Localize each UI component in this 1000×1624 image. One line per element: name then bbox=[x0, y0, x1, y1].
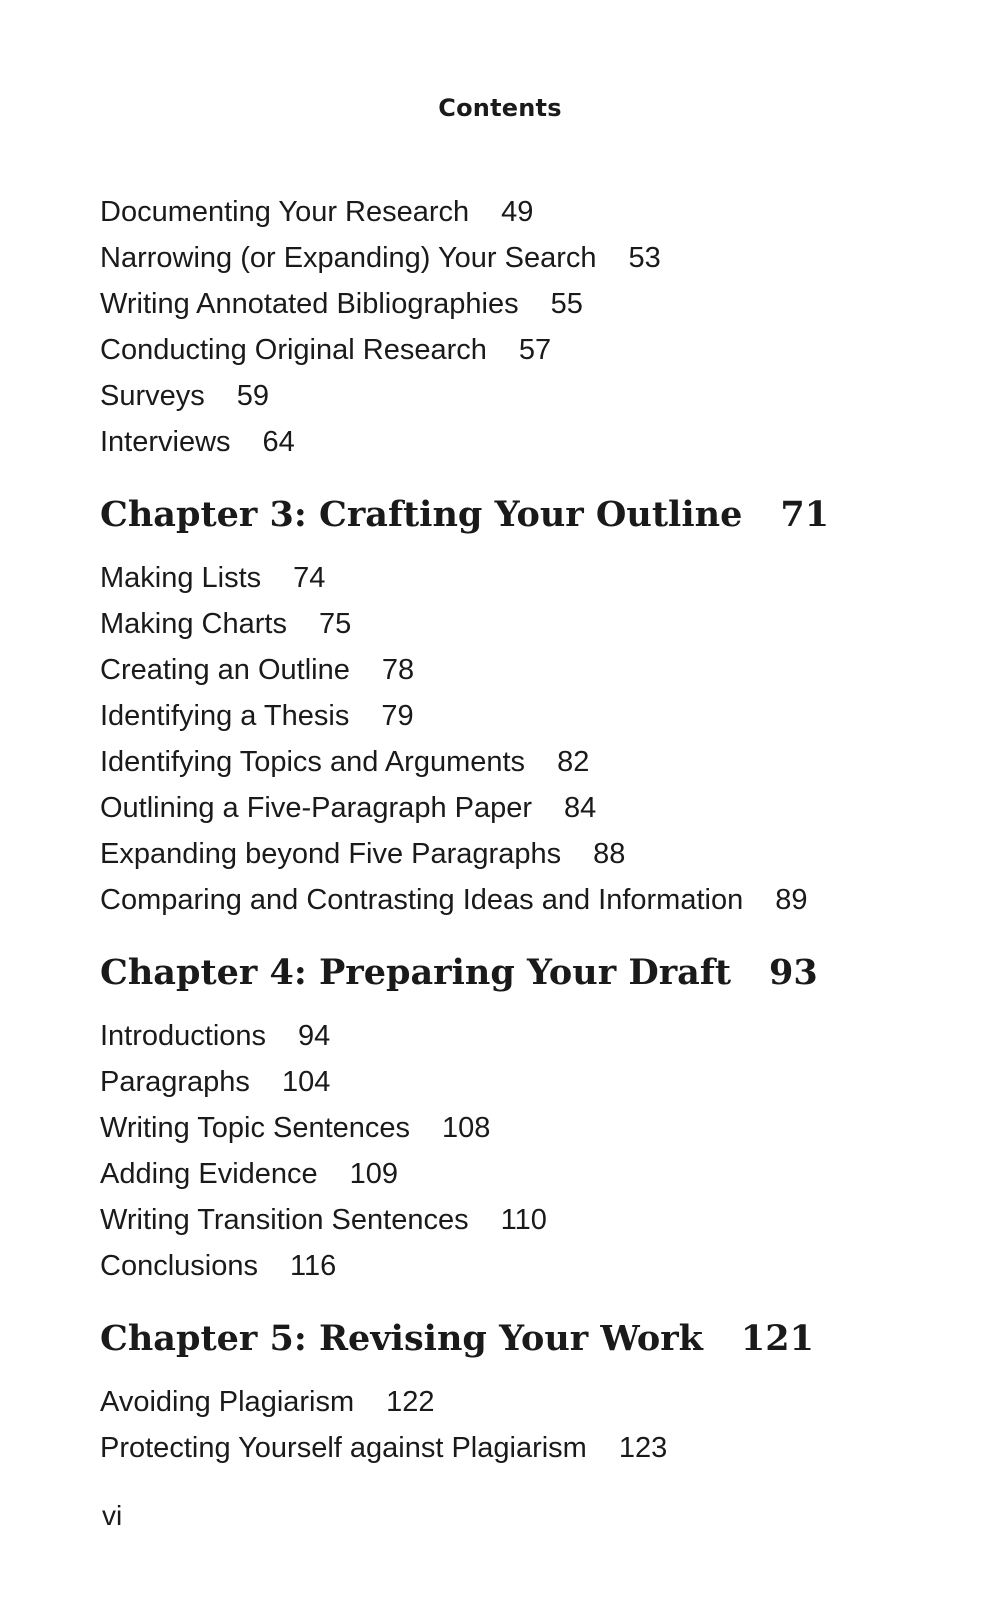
toc-entry bbox=[100, 1243, 960, 1289]
toc-entry-title: Identifying a Thesis bbox=[100, 700, 350, 732]
toc-entry bbox=[100, 189, 960, 235]
toc-entry bbox=[100, 739, 960, 785]
toc-entry-page: 88 bbox=[593, 838, 626, 870]
toc-entry bbox=[100, 1105, 960, 1151]
page-header-title: Contents bbox=[438, 94, 562, 122]
chapter-heading bbox=[100, 485, 960, 545]
toc-entry-page: 94 bbox=[298, 1020, 331, 1052]
toc-entry bbox=[100, 555, 960, 601]
toc-entry-page: 123 bbox=[618, 1432, 668, 1464]
toc-entry-title: Introductions bbox=[100, 1020, 267, 1052]
toc-entry-title: Adding Evidence bbox=[100, 1158, 318, 1190]
toc-entry bbox=[100, 601, 960, 647]
toc-entry bbox=[100, 785, 960, 831]
toc-entry bbox=[100, 235, 960, 281]
toc-entry-title: Making Lists bbox=[100, 562, 262, 594]
toc-entry bbox=[100, 1379, 960, 1425]
chapter-page: 93 bbox=[769, 952, 818, 993]
toc-entry-title: Conclusions bbox=[100, 1250, 258, 1282]
toc-entry bbox=[100, 647, 960, 693]
toc-entry-page: 84 bbox=[564, 792, 597, 824]
toc-entry bbox=[100, 1151, 960, 1197]
toc-entry-page: 53 bbox=[628, 242, 661, 274]
toc-entry-title: Surveys bbox=[100, 380, 205, 412]
toc-entry-title: Documenting Your Research bbox=[100, 196, 470, 228]
toc-entry-page: 89 bbox=[775, 884, 808, 916]
toc-entry-page: 122 bbox=[386, 1386, 435, 1418]
chapter-heading bbox=[100, 943, 960, 1003]
toc-entry bbox=[100, 877, 960, 923]
toc-entry-page: 49 bbox=[501, 196, 534, 228]
toc-entry bbox=[100, 1013, 960, 1059]
toc-entry-title: Protecting Yourself against Plagiarism bbox=[100, 1432, 587, 1464]
toc-entry bbox=[100, 1059, 960, 1105]
toc-entry-page: 79 bbox=[381, 700, 414, 732]
toc-entry-title: Avoiding Plagiarism bbox=[100, 1386, 355, 1418]
toc-entry-title: Creating an Outline bbox=[100, 654, 350, 686]
toc-entry-page: 75 bbox=[318, 608, 352, 640]
toc-entry-page: 109 bbox=[349, 1158, 399, 1190]
toc-entry-page: 82 bbox=[557, 746, 590, 778]
page-folio: vi bbox=[102, 1500, 123, 1531]
toc-entry-title: Comparing and Contrasting Ideas and Information bbox=[100, 884, 744, 916]
toc-entry-page: 64 bbox=[262, 426, 295, 458]
chapter-page: 121 bbox=[740, 1318, 814, 1359]
chapter-title: Chapter 5: Revising Your Work bbox=[100, 1318, 703, 1359]
toc-entry bbox=[100, 1197, 960, 1243]
toc-entry bbox=[100, 419, 960, 465]
toc-entry bbox=[100, 693, 960, 739]
toc-entry-page: 110 bbox=[500, 1204, 547, 1236]
toc-entry-title: Expanding beyond Five Paragraphs bbox=[100, 838, 562, 870]
toc-entry bbox=[100, 1425, 960, 1471]
toc-entry bbox=[100, 281, 960, 327]
toc-entry-page: 108 bbox=[442, 1112, 491, 1144]
toc-entry-title: Narrowing (or Expanding) Your Search bbox=[100, 242, 597, 274]
table-of-contents bbox=[100, 189, 960, 1471]
chapter-page: 71 bbox=[780, 494, 830, 535]
toc-entry-page: 116 bbox=[289, 1250, 337, 1282]
toc-entry-title: Conducting Original Research bbox=[100, 334, 487, 366]
toc-entry bbox=[100, 831, 960, 877]
toc-entry-title: Paragraphs bbox=[100, 1066, 250, 1098]
toc-entry-page: 78 bbox=[381, 654, 415, 686]
toc-entry-title: Making Charts bbox=[100, 608, 287, 640]
toc-entry-title: Writing Topic Sentences bbox=[100, 1112, 411, 1144]
toc-entry-page: 74 bbox=[293, 562, 326, 594]
chapter-heading bbox=[100, 1309, 960, 1369]
toc-entry-title: Interviews bbox=[100, 426, 231, 458]
chapter-title: Chapter 3: Crafting Your Outline bbox=[100, 494, 743, 535]
toc-entry-page: 59 bbox=[236, 380, 270, 412]
toc-entry bbox=[100, 327, 960, 373]
toc-entry-title: Outlining a Five-Paragraph Paper bbox=[100, 792, 533, 824]
toc-entry-page: 55 bbox=[550, 288, 583, 320]
toc-entry-page: 57 bbox=[518, 334, 552, 366]
toc-entry-title: Writing Annotated Bibliographies bbox=[100, 288, 519, 320]
toc-entry-title: Identifying Topics and Arguments bbox=[100, 746, 526, 778]
toc-entry-page: 104 bbox=[281, 1066, 331, 1098]
toc-entry-title: Writing Transition Sentences bbox=[100, 1204, 469, 1236]
chapter-title: Chapter 4: Preparing Your Draft bbox=[100, 952, 732, 993]
toc-entry bbox=[100, 373, 960, 419]
